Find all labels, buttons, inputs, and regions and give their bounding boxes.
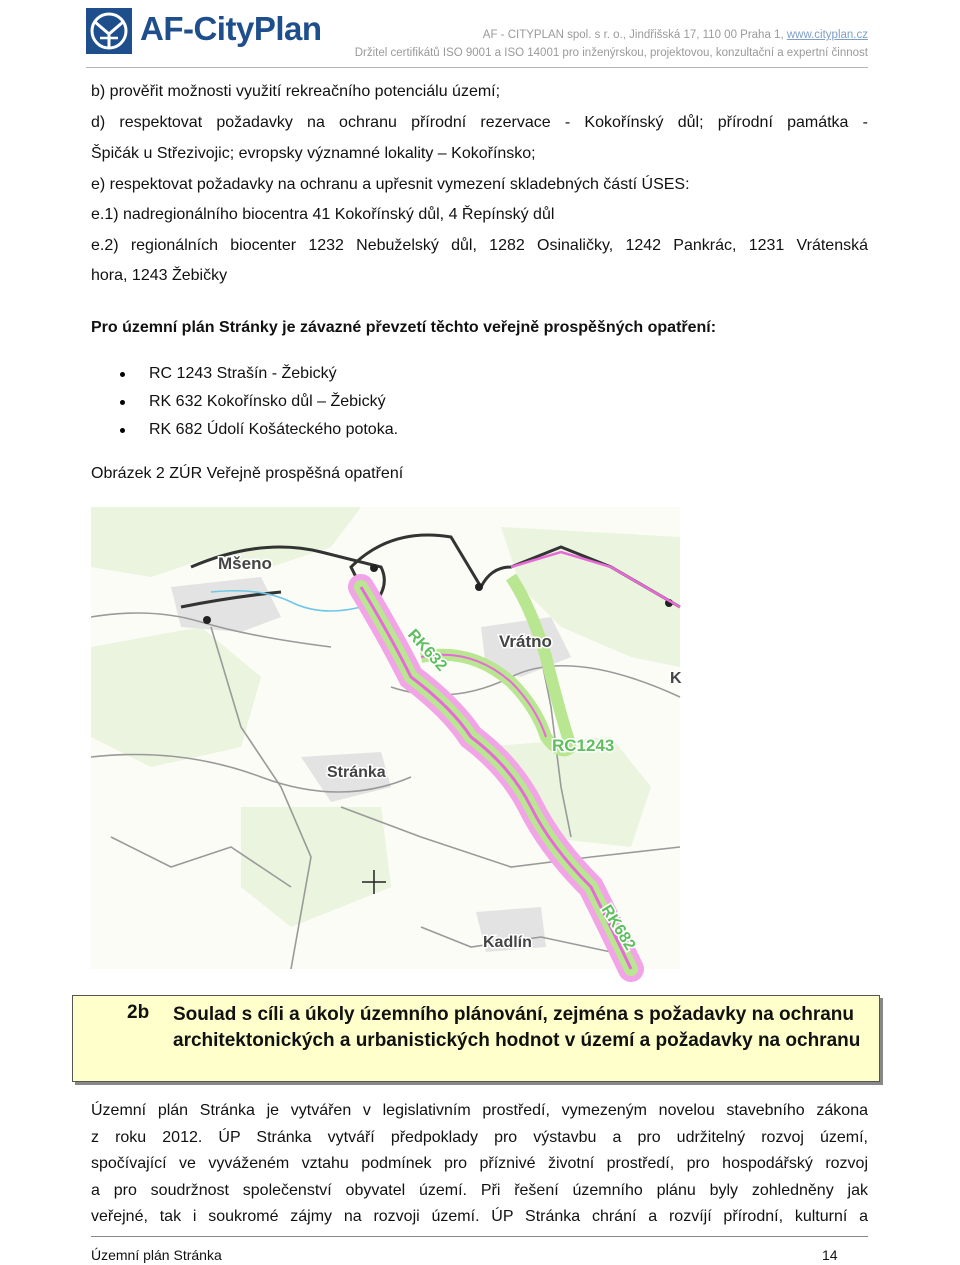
map-label-edge: K xyxy=(670,670,682,687)
item-b: b) prověřit možnosti využití rekreačního potenciálu území; xyxy=(91,83,501,100)
list-item-text: RC 1243 Strašín - Žebický xyxy=(149,365,337,382)
section-heading xyxy=(72,995,880,1082)
company-logo-icon xyxy=(86,8,132,54)
map-figure xyxy=(91,507,680,969)
section-number: 2b xyxy=(127,1002,150,1023)
map-label-town: Vrátno xyxy=(499,632,552,651)
body-paragraph xyxy=(91,1098,868,1231)
header-website-link[interactable]: www.cityplan.cz xyxy=(786,29,868,41)
body-line: veřejné, tak i soukromé zájmy na rozvoji území. ÚP Stránka chrání a rozvíjí přírodní, kulturní a xyxy=(91,1208,868,1226)
section-title: Soulad s cíli a úkoly územního plánování, zejména s požadavky na ochranu architektonických a urbanistických hodnot v území a požadavky na ochranu xyxy=(173,1004,861,1051)
page-number: 14 xyxy=(822,1247,838,1263)
header-certification: Držitel certifikátů ISO 9001 a ISO 14001 pro inženýrskou, projektovou, konzultační a expertní činnost xyxy=(354,47,868,59)
list-item-text: RK 682 Údolí Košáteckého potoka. xyxy=(149,421,399,438)
item-d-line2: Špičák u Střezivojic; evropsky významné lokality – Kokořínsko; xyxy=(91,145,536,162)
header-address: AF - CITYPLAN spol. s r. o., Jindřišská 17, 110 00 Praha 1, xyxy=(482,29,787,41)
body-line: spočívající ve vyváženém vztahu podmínek pro příznivé životní prostředí, pro hospodářský rozvoj xyxy=(91,1155,868,1173)
map-label-town: Stránka xyxy=(327,764,386,781)
map-label-town: Mšeno xyxy=(218,554,272,573)
body-line: Územní plán Stránka je vytvářen v legislativním prostředí, vymezeným novelou stavebního zákona xyxy=(91,1102,868,1119)
list-item xyxy=(120,388,398,416)
measures-list xyxy=(120,360,398,444)
item-d-line1: d) respektovat požadavky na ochranu přírodní rezervace - Kokořínský důl; přírodní památka - xyxy=(91,114,868,131)
bullet-icon xyxy=(120,372,125,377)
list-item xyxy=(120,360,398,388)
page-header xyxy=(0,0,960,68)
footer-divider xyxy=(91,1236,868,1237)
body-line: a pro soudržnost společenství obyvatel území. Při řešení územního plánu byly zohledněny jak xyxy=(91,1181,868,1199)
map-label-corridor: RK632 xyxy=(404,626,450,675)
body-line: z roku 2012. ÚP Stránka vytváří předpoklady pro výstavbu a pro udržitelný rozvoj území, xyxy=(91,1128,868,1146)
item-e1: e.1) nadregionálního biocentra 41 Kokořínský důl, 4 Řepínský důl xyxy=(91,206,555,223)
map-label-corridor: RK682 xyxy=(597,902,639,954)
bullet-icon xyxy=(120,428,125,433)
measures-intro: Pro územní plán Stránky je závazné převzetí těchto veřejně prospěšných opatření: xyxy=(91,319,717,336)
company-name: AF-CityPlan xyxy=(140,10,322,47)
header-divider xyxy=(86,67,868,68)
item-e2-line2: hora, 1243 Žebičky xyxy=(91,267,228,284)
item-e2-line1: e.2) regionálních biocenter 1232 Nebuželský důl, 1282 Osinaličky, 1242 Pankrác, 1231 Vrátenská xyxy=(91,237,868,254)
bullet-icon xyxy=(120,400,125,405)
map-label-corridor: RC1243 xyxy=(552,736,615,755)
footer-title: Územní plán Stránka xyxy=(91,1247,222,1263)
map-label-town: Kadlín xyxy=(483,934,532,951)
list-item-text: RK 632 Kokořínsko důl – Žebický xyxy=(149,393,386,410)
item-e: e) respektovat požadavky na ochranu a upřesnit vymezení skladebných částí ÚSES: xyxy=(91,176,690,193)
list-item xyxy=(120,416,398,444)
header-info xyxy=(355,26,868,62)
figure-caption: Obrázek 2 ZÚR Veřejně prospěšná opatření xyxy=(91,465,404,482)
